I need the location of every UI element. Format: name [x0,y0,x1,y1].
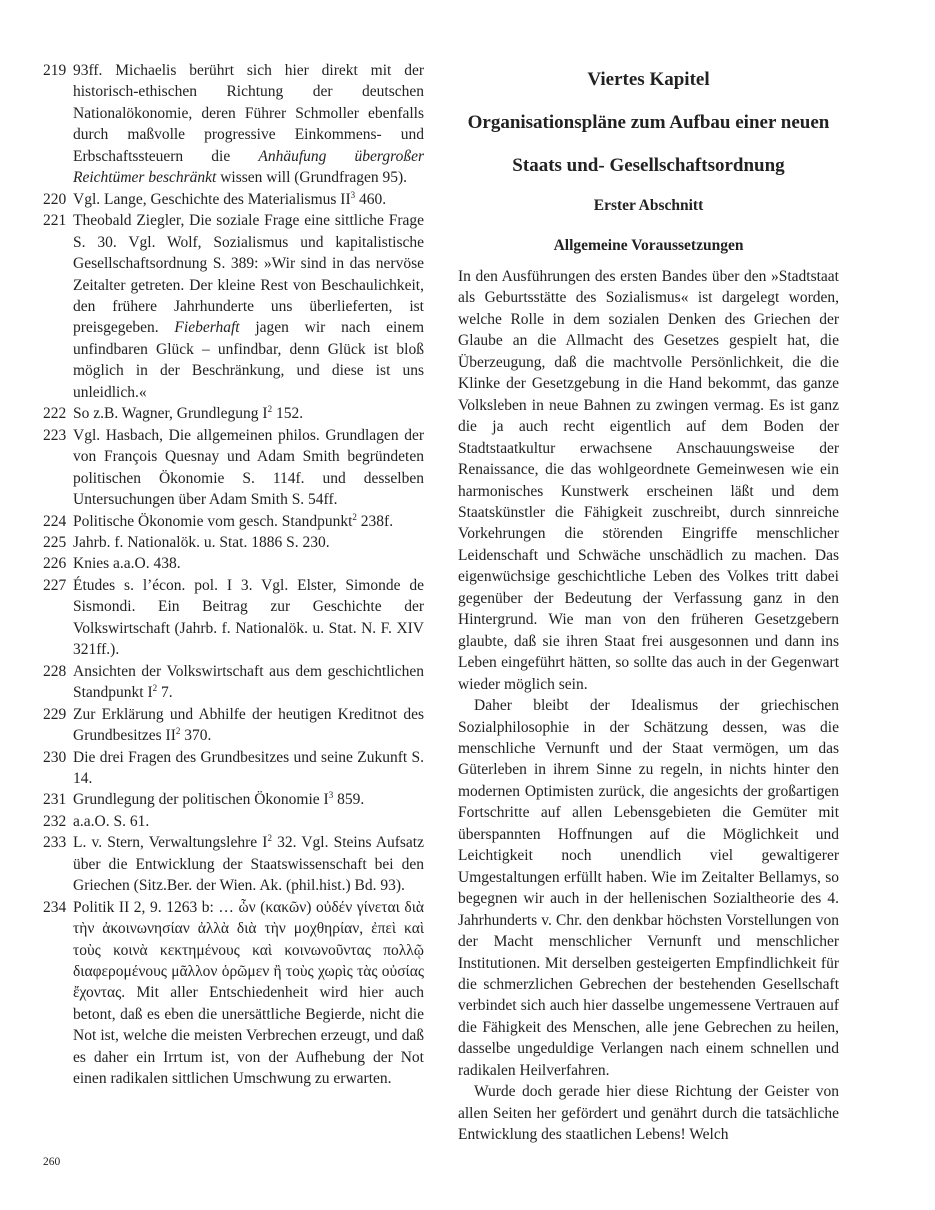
footnote-number: 219 [43,62,67,79]
footnote-number: 233 [43,834,67,852]
footnote [43,789,424,810]
footnote [43,210,424,403]
footnote-text: Theobald Ziegler, Die soziale Frage eine sittliche Frage S. 30. Vgl. Wolf, Sozialismus und kapitalistische Gesellschaftsordnung S. 389: »Wir sind in das nervöse Zeitalter getreten. Der kleine Rest von Beschaulichkeit, den frühere Jahrhunderte uns überlieferten, ist preisgegeben. [73,212,424,337]
footnote [43,747,424,790]
footnote-text: a.a.O. S. 61. [73,812,150,830]
footnote-text: wissen will (Grundfragen 95). [216,169,408,187]
footnote-number: 231 [43,791,67,809]
footnote [43,511,424,532]
body-paragraph: In den Ausführungen des ersten Bandes über den »Stadtstaat als Geburtsstätte des Sozialismus« ist dargelegt worden, welche Rolle in dem sozialen Denken des Griechen der Glaube an die Allmacht des Gesetzes gespielt hat, die Überzeugung, daß die machtvolle Persönlichkeit, die die Klinke der Gesetzgebung in die Hand bekommt, das ganze Volksleben in neue Bahnen zu zwingen vermag. Es ist ganz die ja auch recht eigentlich auf dem Boden der Stadtstaatkultur erwachsene Anschauungsweise der Renaissance, die das wohlgeordnete Gemeinwesen wie ein harmonisches Kunstwerk erscheinen läßt und dem Staatskünstler die Fähigkeit zuschreibt, durch sinnreiche Vorkehrungen die störenden Eingriffe menschlicher Leidenschaft und Schwäche unschädlich zu machen. Das eigenwüchsige geschichtliche Leben des Volkes tritt dabei gegenüber der Bedeutung der Verfassung ganz in den Hintergrund. Wie man von den früheren Gesetzgebern glaubte, daß sie ihren Staat frei ausgesonnen und dann ins Leben eingeführt hätten, so sollte das auch in der Gegenwart wieder möglich sein. [458,268,839,693]
footnote [43,60,424,189]
body-paragraph: Wurde doch gerade hier diese Richtung der Geister von allen Seiten her gefördert und genährt durch die tatsächliche Entwicklung des staatlichen Lebens! Welch [458,1083,839,1144]
chapter-title-line-1: Organisationspläne zum Aufbau einer neuen [467,112,830,133]
footnotes-column [43,60,424,1090]
footnote-text: Grundlegung der politischen Ökonomie I [73,791,329,809]
footnote-emphasis: Anhäufung übergroßer Reichtümer beschränkt [73,147,425,187]
footnote [43,532,424,553]
footnote [43,661,424,704]
footnote [43,189,424,210]
footnote-text: 859. [333,791,365,809]
footnote-emphasis: Fieberhaft [174,319,240,337]
footnote-number: 234 [43,898,67,916]
footnote-text: So z.B. Wagner, Grundlegung I [73,405,268,423]
footnote-number: 222 [43,405,67,423]
footnote-text: 93ff. Michaelis berührt sich hier direkt mit der historisch-ethischen Richtung der deutschen Nationalökonomie, deren Führer Schmoller ebenfalls durch maßvolle progressive Einkommens- und Erbschaftssteuern die [73,62,424,165]
footnote-text: 32. Vgl. Steins Aufsatz über die Entwicklung der Staatswissenschaft bei den Griechen (Sitz.Ber. der Wien. Ak. (phil.hist.) Bd. 93). [73,834,424,895]
footnote-text: Jahrb. f. Nationalök. u. Stat. 1886 S. 230. [73,533,330,551]
footnote-text: Knies a.a.O. 438. [73,555,181,573]
page-number: 260 [43,1156,61,1168]
footnote [43,832,424,896]
footnote-text: Zur Erklärung und Abhilfe der heutigen Kreditnot des Grundbesitzes II [73,705,424,745]
footnote-text: L. v. Stern, Verwaltungslehre I [73,834,268,852]
footnote-text: Ansichten der Volkswirtschaft aus dem geschichtlichen Standpunkt I [73,662,424,702]
footnote [43,897,424,1090]
footnote-text: 152. [272,405,304,423]
subsection-heading: Allgemeine Voraussetzungen [553,237,744,254]
footnote-number: 221 [43,212,67,230]
footnote-number: 226 [43,555,67,573]
footnote-text: Die drei Fragen des Grundbesitzes und seine Zukunft S. 14. [73,748,424,787]
footnote-number: 224 [43,512,67,530]
footnote-superscript: 3 [350,189,356,200]
footnote [43,575,424,661]
footnote-superscript: 2 [267,833,272,844]
footnote [43,704,424,747]
footnote-text: 460. [355,190,387,208]
footnote-superscript: 2 [352,511,357,522]
footnote-number: 225 [43,533,67,551]
footnote-superscript: 2 [267,404,273,415]
footnote-number: 228 [43,662,67,680]
footnote-superscript: 3 [328,790,334,801]
footnote-text: 370. [180,727,212,745]
footnote-text: Vgl. Hasbach, Die allgemeinen philos. Grundlagen der von François Quesnay und Adam Smith begründeten politischen Ökonomie S. 114f. und desselben Untersuchungen über Adam Smith S. 54ff. [73,426,424,509]
footnote-number: 223 [43,426,67,444]
footnote-superscript: 2 [152,683,158,694]
footnote-number: 232 [43,812,67,830]
footnote-number: 230 [43,748,67,766]
footnote-text: Études s. l’écon. pol. I 3. Vgl. Elster, Simonde de Sismondi. Ein Beitrag zur Geschichte der Volkswirtschaft (Jahrb. f. Nationalök. u. Stat. N. F. XIV 321ff.). [73,576,424,659]
body-paragraph: Daher bleibt der Idealismus der griechischen Sozialphilosophie in der Schätzung dessen, was die menschliche Vernunft und der Staat vermögen, um das Güterleben in ihrem Sinne zu regeln, in nichts hinter den modernen Optimisten zurück, die angesichts der großartigen Fortschritte auf allen Lebensgebieten die Gemüter mit überspannten Hoffnungen auf die Möglichkeit und Leichtigkeit noch unendlich viel gewaltigerer Umgestaltungen erfüllt haben. Wie im Zeitalter Bellamys, so begegnen wir auch in der hellenischen Sozialtheorie des 4. Jahrhunderts v. Chr. den denkbar höchsten Vorstellungen von der Macht menschlicher Vernunft und menschlicher Institutionen. Mit derselben gesteigerten Empfindlichkeit für die schmerzlichen Gebrechen der bestehenden Gesellschaft verbindet sich auch hier dasselbe ungemessene Vertrauen auf die Fähigkeit des Menschen, alle jene Gebrechen zu heilen, dasselbe ungeduldige Verlangen nach einem schnellen und radikalen Heilverfahren. [458,697,839,1079]
footnote [43,553,424,574]
footnote-superscript: 2 [175,726,181,737]
footnote-number: 227 [43,576,67,594]
footnote [43,403,424,424]
chapter-label: Viertes Kapitel [587,69,710,90]
footnote [43,425,424,511]
section-heading: Erster Abschnitt [593,197,704,214]
footnote-text: 238f. [356,512,394,530]
footnote-text: 7. [157,684,173,702]
footnote-text: Politische Ökonomie vom gesch. Standpunkt [73,512,353,530]
footnote-number: 220 [43,190,67,208]
chapter-title-line-2: Staats und- Gesellschaftsordnung [512,155,785,176]
footnote-text: Politik II 2, 9. 1263 b: … ὧν (κακῶν) οὐδέν γίνεται διὰ τὴν ἀκοινωνησίαν ἀλλὰ διὰ τὴν μοχθηρίαν, ἐπεὶ καὶ τοὺς κοινὰ κεκτημένους καὶ κοινωνοῦντας πολλῷ διαφερομένους μᾶλλον ὁρῶμεν ἢ τοὺς χωρὶς τὰς οὐσίας ἔχοντας. Mit aller Entschiedenheit wird hier auch betont, daß es eben die unersättliche Begierde, nicht die Not ist, welche die meisten Verbrechen erzeugt, und daß es daher ein Irrtum ist, von der Aufhebung der Not einen radikalen sittlichen Umschwung zu erwarten. [73,898,424,1088]
main-text-column [458,60,839,1146]
footnote-text: jagen wir nach einem unfindbaren Glück – unfindbar, denn Glück ist bloß möglich in der Beschränkung, und diese ist uns unleidlich.« [73,319,424,401]
footnote-number: 229 [43,705,67,723]
footnote [43,811,424,832]
footnote-text: Vgl. Lange, Geschichte des Materialismus II [73,190,351,208]
